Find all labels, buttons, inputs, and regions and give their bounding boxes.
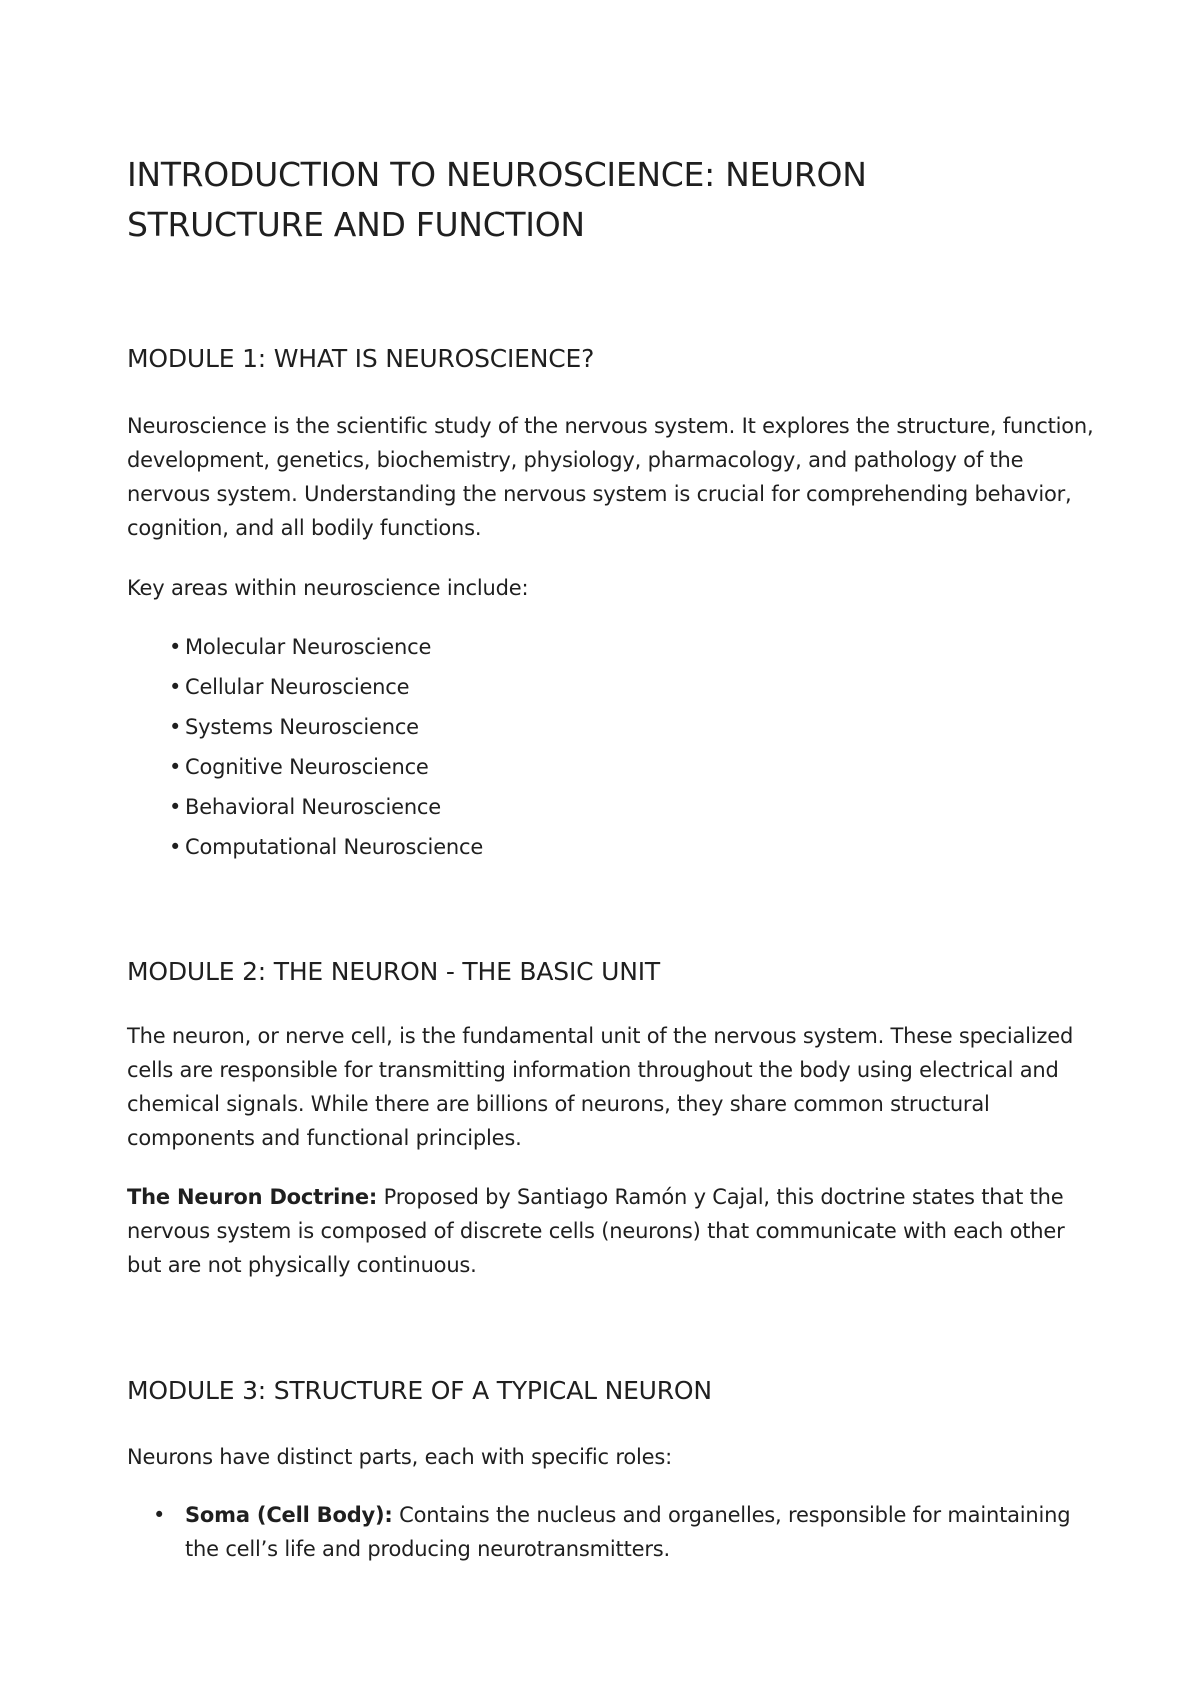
list-item-label: Cognitive Neuroscience: [185, 755, 429, 779]
bullet-icon: •: [169, 675, 182, 699]
neuron-doctrine-text: Proposed by Santiago Ramón y Cajal, this doctrine states that the nervous system is composed of discrete cells (neurons) that communicate with each other but are not physically continuous.: [127, 1185, 1065, 1277]
document-title: [127, 150, 1087, 250]
module-2-intro: The neuron, or nerve cell, is the fundamental unit of the nervous system. These specialized cells are responsible for transmitting information throughout the body using electrical and chemical signals. While there are billions of neurons, they share common structural components and functional principles.: [127, 1024, 1074, 1150]
list-item: [169, 707, 483, 747]
neuron-part-label: Soma (Cell Body):: [185, 1503, 393, 1527]
module-1-heading: MODULE 1: WHAT IS NEUROSCIENCE?: [127, 344, 595, 373]
document-title-line-1: INTRODUCTION TO NEUROSCIENCE: NEURON: [127, 155, 867, 194]
document-title-line-2: STRUCTURE AND FUNCTION: [127, 205, 585, 244]
list-item-label: Molecular Neuroscience: [185, 635, 432, 659]
list-item: [169, 827, 483, 867]
neuron-part-text: Contains the nucleus and organelles, responsible for maintaining the cell’s life and producing neurotransmitters.: [185, 1503, 1071, 1561]
list-item: [169, 667, 483, 707]
module-3-heading: MODULE 3: STRUCTURE OF A TYPICAL NEURON: [127, 1376, 712, 1405]
bullet-icon: •: [169, 635, 182, 659]
bullet-icon: •: [169, 755, 182, 779]
bullet-icon: •: [169, 715, 182, 739]
module-2-heading: MODULE 2: THE NEURON - THE BASIC UNIT: [127, 957, 660, 986]
list-item-label: Computational Neuroscience: [185, 835, 484, 859]
list-item-label: Cellular Neuroscience: [185, 675, 410, 699]
key-areas-list: [169, 627, 483, 867]
bullet-icon: •: [169, 795, 182, 819]
list-item: [153, 1498, 1085, 1566]
list-item-label: Systems Neuroscience: [185, 715, 419, 739]
list-item-label: Behavioral Neuroscience: [185, 795, 442, 819]
bullet-icon: •: [153, 1503, 166, 1527]
module-1-intro: Neuroscience is the scientific study of the nervous system. It explores the structure, function, development, genetics, biochemistry, physiology, pharmacology, and pathology of the nervous system. Understanding the nervous system is crucial for comprehending behavior, cognition, and all bodily functions.: [127, 414, 1094, 540]
module-3-intro: Neurons have distinct parts, each with specific roles:: [127, 1445, 672, 1469]
module-1-areas-intro: Key areas within neuroscience include:: [127, 576, 529, 600]
neuron-doctrine-label: The Neuron Doctrine:: [127, 1185, 378, 1209]
list-item: [169, 787, 483, 827]
neuron-doctrine-paragraph: [127, 1180, 1087, 1282]
bullet-icon: •: [169, 835, 182, 859]
list-item: [169, 627, 483, 667]
list-item: [169, 747, 483, 787]
